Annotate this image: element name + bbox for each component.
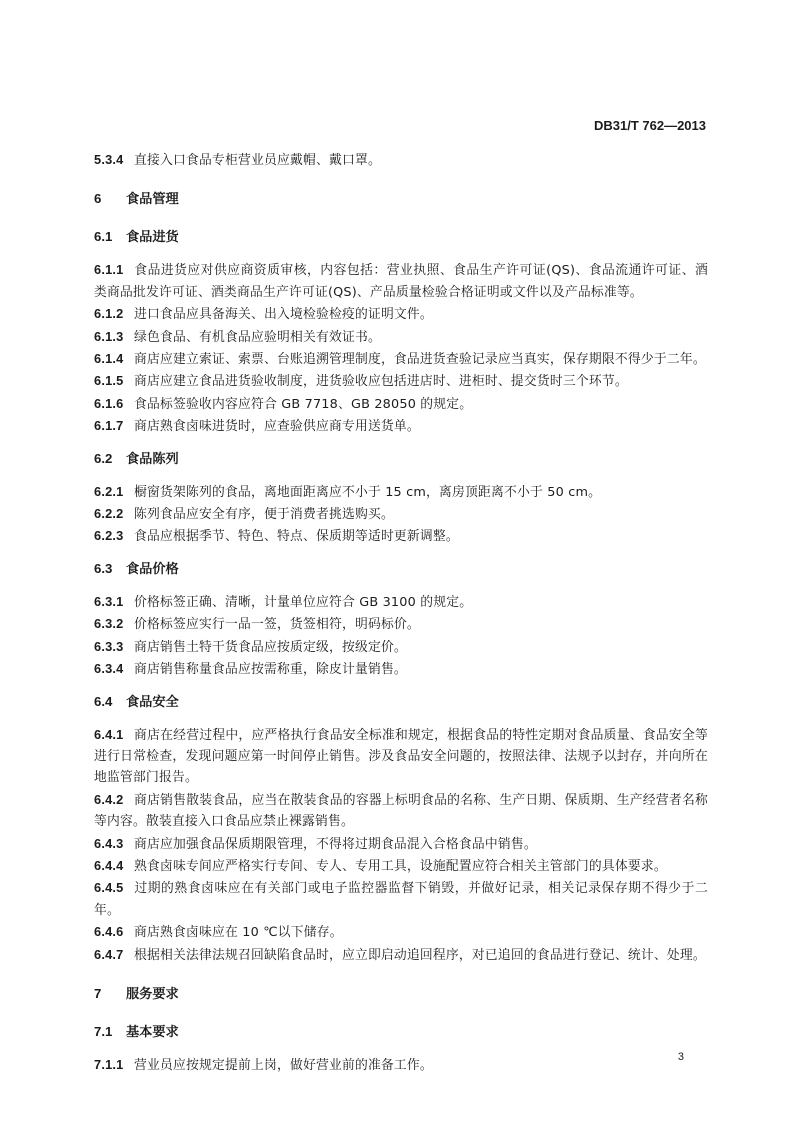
clause-6-3-3: [94, 636, 708, 658]
clause-6-4-3: [94, 833, 708, 855]
clause-text: 价格标签正确、清晰，计量单位应符合 GB 3100 的规定。: [134, 594, 473, 610]
clause-6-1-3: [94, 326, 708, 348]
clause-number: 7.1: [94, 1023, 113, 1039]
clause-number: 6.2: [94, 450, 113, 466]
clause-6-1-1: [94, 259, 708, 303]
clause-number: 6.3.3: [94, 638, 124, 654]
clause-number: 6: [94, 191, 102, 207]
clause-6-4-4: [94, 855, 708, 877]
clause-6-3-2: [94, 613, 708, 635]
clause-6-3-4: [94, 658, 708, 680]
clause-text: 食品进货应对供应商资质审核，内容包括：营业执照、食品生产许可证(QS)、食品流通许可证、酒类商品批发许可证、酒类商品生产许可证(QS)、产品质量检验合格证明或文件以及产品标准等。: [94, 263, 708, 300]
section-heading-7: [94, 983, 708, 1006]
clause-6-1-4: [94, 348, 708, 370]
clause-text: 食品管理: [126, 192, 179, 208]
clause-text: 商店应建立食品进货验收制度，进货验收应包括进店时、进柜时、提交货时三个环节。: [134, 374, 628, 390]
clause-number: 6.4.6: [94, 924, 124, 940]
clause-text: 服务要求: [126, 986, 179, 1002]
clause-text: 食品价格: [126, 561, 179, 577]
section-heading-6: [94, 188, 708, 211]
clause-text: 食品进货: [126, 230, 179, 246]
clause-6-1-2: [94, 303, 708, 325]
clause-number: 6.2.3: [94, 528, 124, 544]
clause-number: 6.1.7: [94, 418, 124, 434]
clause-7-1-1: [94, 1054, 708, 1076]
clause-text: 商店销售称量食品应按需称重，除皮计量销售。: [134, 662, 407, 678]
clause-text: 食品应根据季节、特色、特点、保质期等适时更新调整。: [134, 529, 459, 545]
clause-number: 6.1.1: [94, 262, 124, 278]
clause-text: 熟食卤味专间应严格实行专间、专人、专用工具，设施配置应符合相关主管部门的具体要求。: [134, 858, 667, 874]
page-number: 3: [677, 1051, 684, 1063]
clause-6-2-2: [94, 503, 708, 525]
clause-number: 6.3: [94, 560, 113, 576]
clause-text: 进口食品应具备海关、出入境检验检疫的证明文件。: [134, 307, 433, 323]
clause-6-3-1: [94, 591, 708, 613]
subsection-heading-6-3: [94, 558, 708, 581]
clause-text: 商店应加强食品保质期限管理，不得将过期食品混入合格食品中销售。: [134, 836, 537, 852]
clause-number: 6.2.1: [94, 483, 124, 499]
clause-number: 6.4.5: [94, 880, 124, 896]
clause-number: 6.4.7: [94, 946, 124, 962]
clause-5-3-4: [94, 149, 708, 171]
clause-number: 6.1.2: [94, 306, 124, 322]
clause-number: 6.1.4: [94, 351, 124, 367]
clause-text: 食品陈列: [126, 451, 179, 467]
clause-6-4-6: [94, 921, 708, 943]
clause-6-4-1: [94, 724, 708, 789]
clause-text: 商店应建立索证、索票、台账追溯管理制度，食品进货查验记录应当真实，保存期限不得少于二年。: [134, 352, 706, 368]
clause-text: 商店销售土特干货食品应按质定级，按级定价。: [134, 639, 407, 655]
clause-6-4-2: [94, 789, 708, 833]
clause-number: 6.1.6: [94, 395, 124, 411]
clause-number: 6.4.3: [94, 835, 124, 851]
clause-number: 5.3.4: [94, 152, 124, 167]
clause-text: 价格标签应实行一品一签，货签相符，明码标价。: [134, 617, 420, 633]
clause-text: 商店在经营过程中，应严格执行食品安全标准和规定，根据食品的特性定期对食品质量、食品安全等进行日常检查，发现问题应第一时间停止销售。涉及食品安全问题的，按照法律、法规予以封存，并向所在地监管部门报告。: [94, 727, 708, 786]
clause-number: 6.4: [94, 693, 113, 709]
clause-text: 食品标签验收内容应符合 GB 7718、GB 28050 的规定。: [134, 396, 473, 412]
clause-6-4-7: [94, 944, 708, 966]
subsection-heading-6-2: [94, 448, 708, 471]
clause-text: 商店销售散装食品，应当在散装食品的容器上标明食品的名称、生产日期、保质期、生产经营者名称等内容。散装直接入口食品应禁止裸露销售。: [94, 792, 708, 830]
clause-6-1-5: [94, 370, 708, 392]
clause-text: 绿色食品、有机食品应验明相关有效证书。: [134, 329, 381, 345]
document-code: DB31/T 762—2013: [593, 118, 706, 133]
clause-text: 橱窗货架陈列的食品，离地面距离应不小于 15 cm，离房顶距离不小于 50 cm。: [134, 484, 602, 500]
clause-text: 陈列食品应安全有序，便于消费者挑选购买。: [134, 507, 394, 523]
clause-text: 直接入口食品专柜营业员应戴帽、戴口罩。: [134, 153, 381, 168]
clause-text: 商店熟食卤味应在 10 ℃以下储存。: [134, 925, 343, 941]
subsection-heading-6-1: [94, 226, 708, 249]
clause-number: 6.4.1: [94, 726, 124, 742]
clause-number: 6.3.4: [94, 661, 124, 677]
clause-number: 7: [94, 985, 102, 1001]
clause-text: 基本要求: [126, 1024, 179, 1040]
clause-text: 根据相关法律法规召回缺陷食品时，应立即启动追回程序，对已追回的食品进行登记、统计、处理。: [134, 947, 706, 963]
clause-6-2-3: [94, 525, 708, 547]
clause-number: 6.1: [94, 229, 113, 245]
clause-text: 过期的熟食卤味应在有关部门或电子监控器监督下销毁，并做好记录，相关记录保存期不得少于二年。: [94, 881, 708, 918]
clause-6-2-1: [94, 481, 708, 503]
clause-number: 6.3.1: [94, 593, 124, 609]
clause-number: 6.1.3: [94, 328, 124, 344]
subsection-heading-6-4: [94, 691, 708, 714]
clause-number: 6.1.5: [94, 373, 124, 389]
clause-text: 商店熟食卤味进货时，应查验供应商专用送货单。: [134, 419, 420, 435]
subsection-heading-7-1: [94, 1021, 708, 1044]
clause-text: 营业员应按规定提前上岗，做好营业前的准备工作。: [134, 1057, 433, 1073]
clause-number: 6.3.2: [94, 616, 124, 632]
clause-6-4-5: [94, 877, 708, 921]
clause-number: 6.4.2: [94, 791, 124, 807]
clause-number: 6.2.2: [94, 506, 124, 522]
clause-number: 6.4.4: [94, 857, 124, 873]
clause-text: 食品安全: [126, 694, 179, 710]
document-body: [94, 149, 708, 1076]
clause-number: 7.1.1: [94, 1056, 124, 1072]
clause-6-1-7: [94, 415, 708, 437]
clause-6-1-6: [94, 393, 708, 415]
